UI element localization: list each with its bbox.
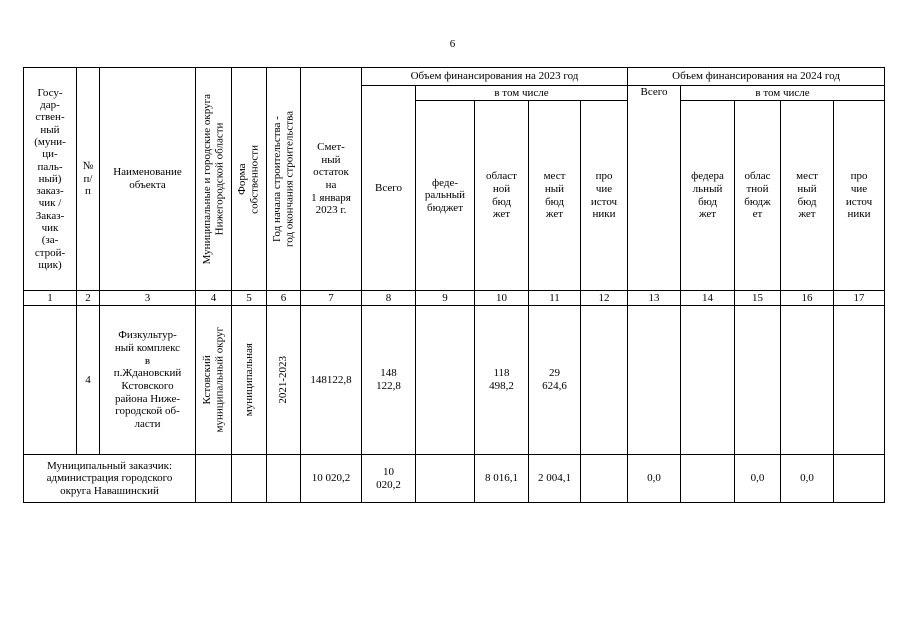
row-years: 2021-2023	[267, 306, 301, 455]
total-label: Муниципальный заказчик: администрация городского округа Навашинский	[24, 455, 196, 503]
column-number: 9	[416, 291, 475, 306]
total-federal-2023	[416, 455, 475, 503]
header-name: Наименование объекта	[100, 68, 196, 291]
header-federal-2024: федера льный бюд жет	[681, 101, 735, 291]
column-number: 14	[681, 291, 735, 306]
column-number: 17	[834, 291, 885, 306]
column-number: 5	[232, 291, 267, 306]
column-number: 11	[529, 291, 581, 306]
total-local-2024: 0,0	[781, 455, 834, 503]
header-regional-2023: област ной бюд жет	[475, 101, 529, 291]
row-total-2023: 148 122,8	[362, 306, 416, 455]
page-number: 6	[449, 38, 456, 50]
total-regional-2024: 0,0	[735, 455, 781, 503]
header-federal-2023: феде- ральный бюджет	[416, 101, 475, 291]
total-local-2023: 2 004,1	[529, 455, 581, 503]
header-including-2024: в том числе	[681, 86, 885, 101]
header-local-2023: мест ный бюд жет	[529, 101, 581, 291]
row-regional-2023: 118 498,2	[475, 306, 529, 455]
total-regional-2023: 8 016,1	[475, 455, 529, 503]
column-number: 6	[267, 291, 301, 306]
row-other-2024	[834, 306, 885, 455]
row-estimate: 148122,8	[301, 306, 362, 455]
total-other-2023	[581, 455, 628, 503]
row-ownership: муниципальная	[232, 306, 267, 455]
header-funding-2023: Объем финансирования на 2023 год	[362, 68, 628, 86]
header-num: № п/ п	[77, 68, 100, 291]
header-estimate: Смет- ный остаток на 1 января 2023 г.	[301, 68, 362, 291]
column-number: 10	[475, 291, 529, 306]
total-other-2024	[834, 455, 885, 503]
total-years	[267, 455, 301, 503]
column-number: 1	[24, 291, 77, 306]
column-number: 12	[581, 291, 628, 306]
total-municipality	[196, 455, 232, 503]
row-municipality: Кстовский муниципальный округ	[196, 306, 232, 455]
header-other-2024: про чие источ ники	[834, 101, 885, 291]
column-number: 7	[301, 291, 362, 306]
row-regional-2024	[735, 306, 781, 455]
header-total-2023: Всего	[362, 86, 416, 291]
total-total-2024: 0,0	[628, 455, 681, 503]
row-federal-2023	[416, 306, 475, 455]
header-municipality: Муниципальные и городские округа Нижегородской области	[196, 68, 232, 291]
header-years: Год начала строительства - год окончания строительства	[267, 68, 301, 291]
row-total-2024	[628, 306, 681, 455]
column-number: 13	[628, 291, 681, 306]
column-numbers-row	[24, 291, 885, 306]
row-local-2024	[781, 306, 834, 455]
total-row	[24, 455, 885, 503]
total-ownership	[232, 455, 267, 503]
table-row	[24, 306, 885, 455]
row-federal-2024	[681, 306, 735, 455]
header-including-2023: в том числе	[416, 86, 628, 101]
row-customer	[24, 306, 77, 455]
header-regional-2024: облас тной бюдж ет	[735, 101, 781, 291]
header-other-2023: про чие источ ники	[581, 101, 628, 291]
total-federal-2024	[681, 455, 735, 503]
column-number: 15	[735, 291, 781, 306]
header-local-2024: мест ный бюд жет	[781, 101, 834, 291]
row-num: 4	[77, 306, 100, 455]
row-other-2023	[581, 306, 628, 455]
row-local-2023: 29 624,6	[529, 306, 581, 455]
total-estimate: 10 020,2	[301, 455, 362, 503]
financing-table	[23, 67, 885, 503]
header-customer: Госу- дар- ствен- ный (муни- ци- паль- ный) заказ- чик / Заказ- чик (за- строй- щик)	[24, 68, 77, 291]
column-number: 4	[196, 291, 232, 306]
header-ownership: Форма собственности	[232, 68, 267, 291]
column-number: 2	[77, 291, 100, 306]
header-funding-2024: Объем финансирования на 2024 год	[628, 68, 885, 86]
row-object-name: Физкультур- ный комплекс в п.Ждановский Кстовского района Ниже- городской об- ласти	[100, 306, 196, 455]
column-number: 8	[362, 291, 416, 306]
column-number: 16	[781, 291, 834, 306]
column-number: 3	[100, 291, 196, 306]
total-total-2023: 10 020,2	[362, 455, 416, 503]
header-total-2024: Всего	[628, 86, 681, 291]
